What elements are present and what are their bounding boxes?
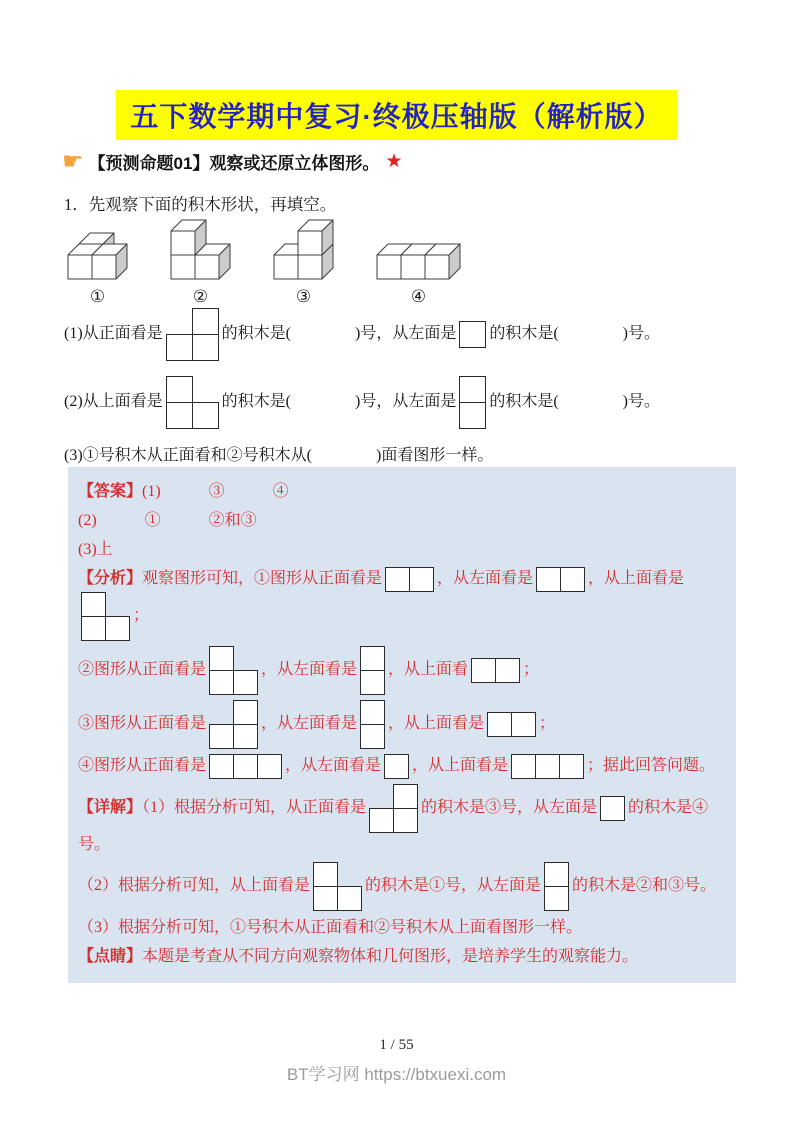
- analysis-line-1: [78, 567, 726, 641]
- view-shape-L_tl: [166, 376, 219, 429]
- text-run: (1) ③ ④: [142, 483, 289, 500]
- grid-cell: [360, 724, 385, 749]
- section-title: 【预测命题01】观察或还原立体图形。: [88, 153, 380, 173]
- text-run: 本题是考查从不同方向观察物体和几何图形，是培养学生的观察能力。: [142, 948, 639, 965]
- answer-line-1: [78, 480, 726, 504]
- grid-cell: [337, 886, 362, 911]
- view-shape-h2: [487, 712, 536, 737]
- text-run: ，从上面看是: [388, 715, 485, 733]
- grid-cell: [511, 754, 536, 779]
- title-row: [0, 90, 793, 140]
- grid-cell: [166, 376, 193, 403]
- text-run: （1）根据分析可知，从正面看是: [142, 799, 367, 817]
- view-shape-h2: [471, 658, 520, 683]
- text-run: ，从上面看是: [588, 570, 685, 588]
- grid-cell: [209, 646, 234, 671]
- grid-cell: [209, 724, 234, 749]
- grid-cell: [544, 886, 569, 911]
- bold-label: 【分析】: [78, 570, 143, 588]
- text-run: ，从左面看是: [261, 715, 358, 733]
- grid-cell: [313, 886, 338, 911]
- grid-cell: [535, 754, 560, 779]
- text-run: 的积木是④号。: [78, 799, 709, 853]
- text-run: 的积木是①号，从左面是: [365, 877, 542, 895]
- view-shape-s1: [600, 796, 625, 821]
- view-shape-L_tr: [369, 784, 418, 833]
- section-header: [62, 147, 402, 175]
- view-shape-L_tl: [313, 862, 362, 911]
- grid-cell: [81, 592, 106, 617]
- analysis-line-2: [78, 646, 726, 695]
- grid-cell: [233, 670, 258, 695]
- grid-cell: [209, 670, 234, 695]
- grid-cell: [600, 796, 625, 821]
- text-run: ②图形从正面看是: [78, 661, 207, 679]
- answer-box: [68, 467, 736, 983]
- site-credit: BT学习网 https://btxuexi.com: [286, 1065, 507, 1084]
- figure-label: ④: [410, 287, 427, 306]
- grid-cell: [384, 754, 409, 779]
- star-icon: ★: [385, 150, 403, 172]
- text-run: 的积木是( )号。: [489, 325, 661, 343]
- block-figure-1: [66, 231, 129, 307]
- text-run: 的积木是( )号，从左面是: [221, 325, 457, 343]
- pointing-finger-icon: ☛: [62, 147, 84, 175]
- text-run: ；: [539, 715, 556, 733]
- text-run: ；: [133, 607, 150, 625]
- grid-cell: [409, 567, 434, 592]
- view-shape-s1: [459, 321, 486, 348]
- page-number: 1 / 55: [379, 1037, 414, 1053]
- text-run: （2）根据分析可知，从上面看是: [78, 877, 311, 895]
- view-shape-h2: [536, 567, 585, 592]
- text-run: 的积木是②和③号。: [572, 877, 717, 895]
- grid-cell: [192, 308, 219, 335]
- grid-cell: [369, 808, 394, 833]
- grid-cell: [81, 616, 106, 641]
- question-part-1: [64, 308, 742, 361]
- page-title: 五下数学期中复习·终极压轴版（解析版）: [116, 90, 676, 140]
- question-number: 1．: [64, 195, 89, 214]
- text-run: 的积木是③号，从左面是: [421, 799, 598, 817]
- text-run: 观察图形可知，①图形从正面看是: [142, 570, 383, 588]
- grid-cell: [257, 754, 282, 779]
- text-run: (2) ① ②和③: [78, 512, 257, 529]
- block-figures: [66, 218, 462, 307]
- text-run: ，从左面看是: [437, 570, 534, 588]
- grid-cell: [192, 402, 219, 429]
- grid-cell: [360, 670, 385, 695]
- view-shape-h3: [511, 754, 584, 779]
- grid-cell: [313, 862, 338, 887]
- view-shape-L_tl: [209, 646, 258, 695]
- text-run: ；据此回答问题。: [587, 757, 716, 775]
- text-run: 的积木是( )号，从左面是: [221, 393, 457, 411]
- grid-cell: [536, 567, 561, 592]
- detail-line-1: [78, 784, 726, 857]
- text-run: （3）根据分析可知，①号积木从正面看和②号积木从上面看图形一样。: [78, 919, 583, 936]
- view-shape-L_tr: [209, 700, 258, 749]
- grid-cell: [393, 784, 418, 809]
- block-figure-4: [375, 242, 462, 307]
- figure-label: ②: [192, 287, 209, 306]
- block-figure-2: [169, 218, 232, 307]
- text-run: ；: [523, 661, 540, 679]
- text-run: 的积木是( )号。: [489, 393, 661, 411]
- text-run: ，从上面看: [388, 661, 469, 679]
- grid-cell: [471, 658, 496, 683]
- grid-cell: [459, 321, 486, 348]
- grid-cell: [360, 646, 385, 671]
- view-shape-L_tr: [166, 308, 219, 361]
- bold-label: 【详解】: [78, 799, 143, 817]
- question-intro: [64, 191, 336, 215]
- bold-label: 【答案】: [78, 483, 143, 500]
- grid-cell: [166, 402, 193, 429]
- view-shape-v2: [459, 376, 486, 429]
- grid-cell: [233, 700, 258, 725]
- grid-cell: [192, 334, 219, 361]
- grid-cell: [233, 754, 258, 779]
- text-run: ④图形从正面看是: [78, 757, 207, 775]
- tip-line: [78, 945, 726, 969]
- view-shape-v2: [544, 862, 569, 911]
- view-shape-h3: [209, 754, 282, 779]
- detail-line-3: [78, 916, 726, 940]
- question-parts: [64, 300, 742, 483]
- grid-cell: [360, 700, 385, 725]
- grid-cell: [393, 808, 418, 833]
- text-run: (2)从上面看是: [64, 393, 163, 411]
- answer-line-3: [78, 538, 726, 562]
- text-run: ③图形从正面看是: [78, 715, 207, 733]
- text-run: (3)上: [78, 541, 113, 558]
- view-shape-v2: [360, 700, 385, 749]
- grid-cell: [459, 376, 486, 403]
- grid-cell: [487, 712, 512, 737]
- question-part-3: [64, 444, 742, 468]
- analysis-line-3: [78, 700, 726, 749]
- text-run: ，从左面看是: [285, 757, 382, 775]
- bold-label: 【点睛】: [78, 948, 143, 965]
- view-shape-v2: [360, 646, 385, 695]
- question-part-2: [64, 376, 742, 429]
- grid-cell: [459, 402, 486, 429]
- grid-cell: [209, 754, 234, 779]
- view-shape-s1: [384, 754, 409, 779]
- block-figure-3: [272, 218, 335, 307]
- text-run: ，从左面看是: [261, 661, 358, 679]
- question-prompt: 先观察下面的积木形状，再填空。: [88, 195, 337, 214]
- grid-cell: [385, 567, 410, 592]
- grid-cell: [511, 712, 536, 737]
- text-run: (1)从正面看是: [64, 325, 163, 343]
- detail-line-2: [78, 862, 726, 911]
- grid-cell: [495, 658, 520, 683]
- grid-cell: [105, 616, 130, 641]
- grid-cell: [544, 862, 569, 887]
- answer-line-2: [78, 509, 726, 533]
- figure-label: ③: [295, 287, 312, 306]
- grid-cell: [166, 334, 193, 361]
- view-shape-L_tl: [81, 592, 130, 641]
- text-run: (3)①号积木从正面看和②号积木从( )面看图形一样。: [64, 447, 494, 464]
- grid-cell: [233, 724, 258, 749]
- figure-label: ①: [89, 287, 106, 306]
- view-shape-h2: [385, 567, 434, 592]
- grid-cell: [560, 567, 585, 592]
- analysis-line-4: [78, 754, 726, 779]
- text-run: ，从上面看是: [412, 757, 509, 775]
- grid-cell: [559, 754, 584, 779]
